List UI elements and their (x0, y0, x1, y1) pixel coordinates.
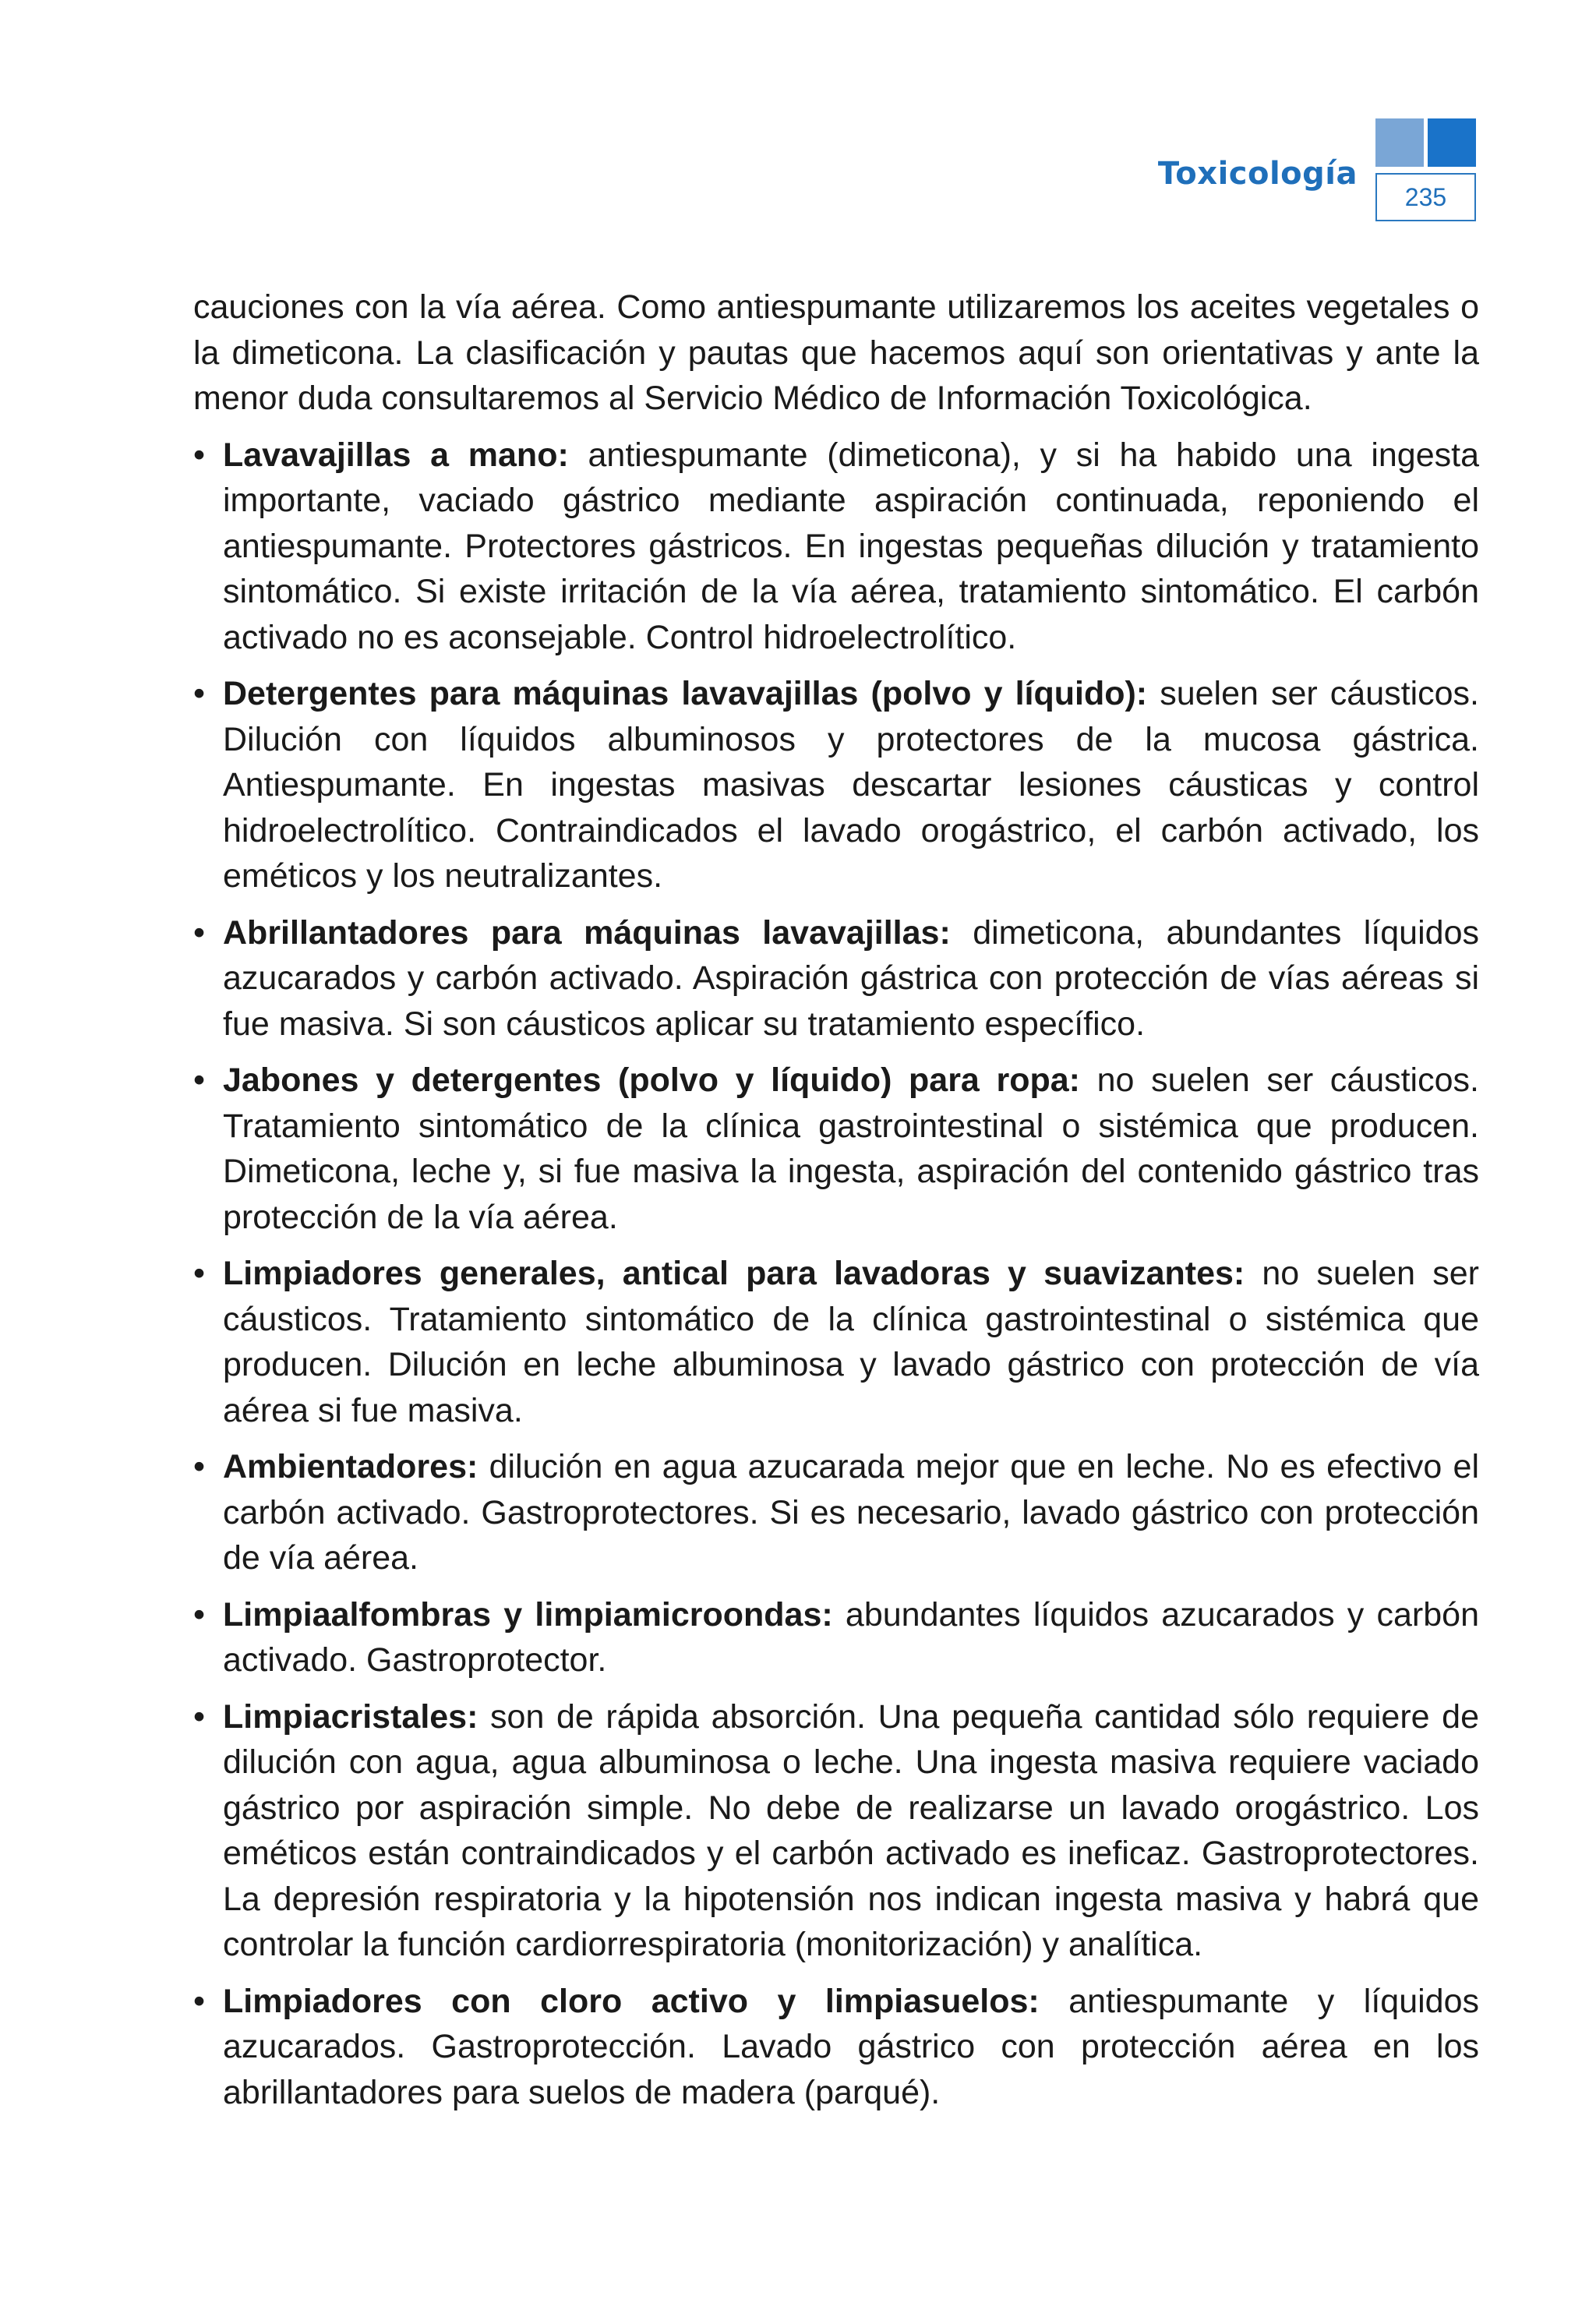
bullet-icon: • (193, 1697, 206, 1736)
item-term: Detergentes para máquinas lavavajillas (polvo y líquido): (223, 675, 1148, 712)
bullet-icon: • (193, 1448, 206, 1485)
item-term: Abrillantadores para máquinas lavavajillas: (223, 913, 951, 952)
item-text: antiespumante (dimeticona), y si ha habido una ingesta importante, vaciado gástrico mediante aspiración continuada, reponiendo el antiespumante. Protectores gástricos. En ingestas pequeñas dilución y tratamiento sintomático. Si existe irritación de la vía aérea, tratamiento sintomático. El carbón activado no es aconsejable. Control hidroelectrolítico. (223, 436, 1479, 656)
list-item (193, 1979, 1479, 2116)
bullet-icon: • (193, 1982, 206, 2020)
list-item (193, 671, 1479, 899)
intro-paragraph: cauciones con la vía aérea. Como antiespumante utilizaremos los aceites vegetales o la dimeticona. La clasificación y pautas que hacemos aquí son orientativas y ante la menor duda consultaremos al Servicio Médico de Información Toxicológica. (193, 288, 1479, 417)
item-text: no suelen ser cáusticos. Tratamiento sintomático de la clínica gastrointestinal o sistémica que producen. Dilución en leche albuminosa y lavado gástrico con protección de vía aérea si fue masiva. (223, 1255, 1479, 1429)
item-term: Limpiadores con cloro activo y limpiasuelos: (223, 1982, 1040, 2020)
item-term: Jabones y detergentes (polvo y líquido) para ropa: (223, 1061, 1080, 1099)
item-term: Ambientadores: (223, 1448, 478, 1485)
bullet-icon: • (193, 913, 206, 952)
bullet-icon: • (193, 675, 206, 712)
item-text: suelen ser cáusticos. Dilución con líquidos albuminosos y protectores de la mucosa gástrica. Antiespumante. En ingestas masivas descartar lesiones cáusticas y control hidroelectrolítico. Contraindicados el lavado orogástrico, el carbón activado, los eméticos y los neutralizantes. (223, 675, 1479, 895)
list-item (193, 1694, 1479, 1968)
item-text: dilución en agua azucarada mejor que en leche. No es efectivo el carbón activado. Gastroprotectores. Si es necesario, lavado gástrico con protección de vía aérea. (223, 1448, 1479, 1577)
list-item (193, 1444, 1479, 1581)
list-item (193, 1251, 1479, 1433)
bullet-icon: • (193, 1255, 206, 1292)
list-item (193, 1058, 1479, 1240)
bullet-icon: • (193, 1061, 206, 1099)
item-term: Limpiadores generales, antical para lavadoras y suavizantes: (223, 1255, 1245, 1292)
page-number: 235 (1375, 173, 1476, 221)
item-text: no suelen ser cáusticos. Tratamiento sintomático de la clínica gastrointestinal o sistémica que producen. Dimeticona, leche y, si fue masiva la ingesta, aspiración del contenido gástrico tras protección de la vía aérea. (223, 1061, 1479, 1236)
body-text (193, 284, 1479, 2126)
item-text: son de rápida absorción. Una pequeña cantidad sólo requiere de dilución con agua, agua albuminosa o leche. Una ingesta masiva requiere vaciado gástrico por aspiración simple. No debe de realizarse un lavado orogástrico. Los eméticos están contraindicados y el carbón activado es ineficaz. Gastroprotectores. La depresión respiratoria y la hipotensión nos indican ingesta masiva y habrá que controlar la función cardiorrespiratoria (monitorización) y analítica. (223, 1697, 1479, 1963)
header-decor-square-dark (1428, 118, 1476, 167)
list-item (193, 1592, 1479, 1683)
item-text: antiespumante y líquidos azucarados. Gastroprotección. Lavado gástrico con protección aérea en los abrillantadores para suelos de madera (parqué). (223, 1982, 1479, 2111)
item-term: Limpiaalfombras y limpiamicroondas: (223, 1595, 833, 1634)
product-list (193, 433, 1479, 2116)
item-text: dimeticona, abundantes líquidos azucarados y carbón activado. Aspiración gástrica con protección de vías aéreas si fue masiva. Si son cáusticos aplicar su tratamiento específico. (223, 913, 1479, 1043)
item-text: abundantes líquidos azucarados y carbón activado. Gastroprotector. (223, 1595, 1479, 1679)
bullet-icon: • (193, 436, 206, 474)
item-term: Lavavajillas a mano: (223, 436, 569, 474)
section-title: Toxicología (1157, 156, 1358, 192)
header-decor-square-light (1375, 118, 1424, 167)
item-term: Limpiacristales: (223, 1697, 478, 1736)
list-item (193, 433, 1479, 661)
bullet-icon: • (193, 1595, 206, 1634)
list-item (193, 910, 1479, 1047)
